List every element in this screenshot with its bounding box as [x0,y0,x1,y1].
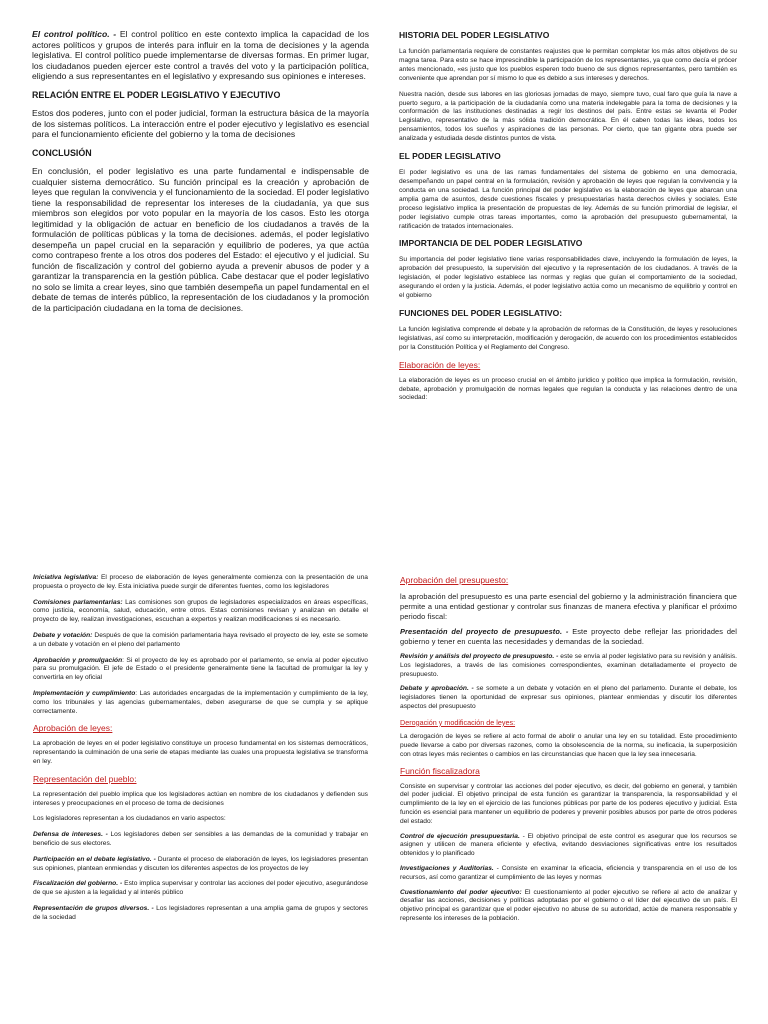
participation-text: Durante el proceso de elaboración de leyes, los legisladores presentan sus opiniones, plantean enmiendas y discuten los diferentes aspectos de los proyectos de ley [33,855,368,872]
derogation-paragraph: La derogación de leyes se refiere al acto formal de abolir o anular una ley en su totalidad. Este procedimiento puede llevarse a cabo por diversas razones, como la obsolescencia de la norma, su ineficacia, la superposición con otras leyes más recientes o cambios en las circunstancias que hacen que la ley sea innecesaria. [400,733,737,758]
relation-heading: RELACIÓN ENTRE EL PODER LEGISLATIVO Y EJECUTIVO [32,89,281,100]
conclusion-heading: CONCLUSIÓN [32,147,92,158]
committees-text: Las comisiones son grupos de legisladores especializados en áreas específicas, como justicia, economía, salud, educación, entre otros. Estas comisiones revisan y analizan en detalle el proyecto de ley, realizan investigaciones, escuchan a expertos y realizan modificaciones si es necesario. [33,598,368,624]
political-control-paragraph [32,29,369,82]
law-approval-heading: Aprobación de leyes: [33,723,113,734]
conclusion-paragraph: En conclusión, el poder legislativo es una parte fundamental e indispensable de cualquier sistema democrático. Su función principal es la creación y aprobación de leyes que regulan la convivencia y el funcionamiento de la sociedad. El poder legislativo tiene la responsabilidad de representar los intereses de la ciudadanía, ya que sus miembros son elegidos por voto popular en la mayoría de los casos. Esto les otorga legitimidad y la obligación de actuar en beneficio de los ciudadanos a través de la formulación de políticas públicas y la toma de decisiones. además, el poder legislativo desempeña un papel crucial en la separación y equilibrio de poderes, ya que actúa como contrapeso frente a los otros dos poderes del Estado: el ejecutivo y el judicial. Su función de fiscalización y control del gobierno ayuda a prevenir abusos de poder y a garantizar la transparencia en la gestión pública. Cabe destacar que el poder legislativo no solo se limita a crear leyes, sino que también desempeña un papel fundamental en el debate de temas de interés público, la representación de los ciudadanos y la promoción de la participación ciudadana en la toma de decisiones. [32,166,369,313]
representation-aspects-intro: Los legisladores representan a los ciudadanos en vario aspectos: [33,815,226,823]
political-control-lead: El control político. - [32,29,117,39]
approval-promulgation-paragraph [33,657,368,683]
budget-control-paragraph [400,833,737,859]
relation-paragraph: Estos dos poderes, junto con el poder judicial, forman la estructura básica de la mayoría de los sistemas políticos. La interacción entre el poder ejecutivo y legislativo es esencial para el funcionamiento eficiente del gobierno y la toma de decisiones [32,108,369,139]
legislative-power-heading: EL PODER LEGISLATIVO [399,151,501,162]
budget-presentation-lead: Presentación del proyecto de presupuesto. - [400,627,569,637]
bottom-left-column [33,574,368,930]
representation-paragraph: La representación del pueblo implica que los legisladores actúan en nombre de los ciudadanos y defienden sus intereses y preocupaciones en el proceso de toma de decisiones [33,790,368,807]
oversight-function-heading: Función fiscalizadora [400,765,480,776]
budget-debate-paragraph [400,685,737,711]
implementation-lead: Implementación y cumplimiento [33,689,136,697]
oversight-lead: Fiscalización del gobierno. - [33,880,123,888]
budget-approval-paragraph: la aprobación del presupuesto es una parte esencial del gobierno y la administración financiera que permite a una entidad gestionar y controlar sus finanzas de manera efectiva y planificar el próximo periodo fiscal: [400,592,737,621]
history-paragraph-2: Nuestra nación, desde sus labores en las gloriosas jornadas de mayo, siempre tuvo, cual faro que guía la nave a puerto seguro, a la participación de la ciudadanía como una materia indelegable para la toma de decisiones y la conformación de las instituciones destinadas a regir los destinos del país. Entre estas se levanta el Poder Legislativo, representativo de la más sólida tradición democrática. En él caben todas las ideas, todos los pensamientos, todos los sueños y aspiraciones de las personas. Por cierto, que tan gigante obra puede ser analizada y estudiada desde distintos puntos de vista. [399,90,737,143]
oversight-paragraph [33,880,368,898]
representation-heading: Representación del pueblo: [33,773,137,784]
questioning-text: El cuestionamiento al poder ejecutivo se refiere al acto de analizar y desafiar las acciones, decisiones y políticas adoptadas por el gobierno o el líder del ejecutivo de un país. El objetivo principal es garantizar que el poder ejecutivo no abuse de su autoridad, actúe de manera responsable y represente los intereses de la población. [400,888,737,923]
initiative-lead: Iniciativa legislativa: [33,574,99,581]
defense-text: Los legisladores deben ser sensibles a las demandas de la comunidad y trabajar en beneficio de sus electores. [33,831,368,847]
functions-paragraph: La función legislativa comprende el debate y la aprobación de reformas de la Constitución, de leyes y resoluciones legislativas, así como su interpretación, modificación y derogación, de acuerdo con los procedimientos establecidos por la Constitución Política y el Reglamento del Congreso. [399,325,737,351]
political-control-text: El control político en este contexto implica la capacidad de los actores políticos y grupos de interés para influir en la toma de decisiones y la agenda legislativa. El control político puede implementarse de diversas formas. En primer lugar, los ciudadanos pueden ejercer este control a través del voto y la participación política, eligiendo a sus representantes en el legislativo y expresando sus opiniones e intereses. [32,29,369,81]
diverse-groups-text: Los legisladores representan a una amplia gama de grupos y sectores de la sociedad [33,904,368,921]
history-paragraph-1: La función parlamentaria requiere de constantes reajustes que le permitan completar los más altos objetivos de su magna tarea. Para esto se hace imprescindible la participación de los representantes, ya que como decía el prócer antes mencionado, «es justo que los pueblos esperen todo bueno de sus dignos representantes, pero también es conveniente que aprendan por sí mismo lo que es debido a sus intereses y derechos. [399,48,737,82]
investigations-text: - Consiste en examinar la eficacia, eficiencia y transparencia en el uso de los recursos, así como garantizar el cumplimiento de las leyes y normas [400,865,737,881]
committees-lead: Comisiones parlamentarias: [33,598,123,606]
importance-heading: IMPORTANCIA DE DEL PODER LEGISLATIVO [399,238,583,249]
budget-presentation-text: Este proyecto debe reflejar las prioridades del gobierno y tener en cuenta las necesidades y demandas de la sociedad. [400,627,737,647]
diverse-groups-lead: Representación de grupos diversos. - [33,904,154,912]
top-left-column [32,29,369,321]
bottom-right-column [400,575,737,930]
investigations-lead: Investigaciones y Auditorias. [400,865,494,873]
law-elaboration-paragraph: La elaboración de leyes es un proceso crucial en el ámbito jurídico y político que implica la formulación, revisión, debate, aprobación y promulgación de normas legales que regulan la conducta y las relaciones dentro de una sociedad: [399,376,737,402]
budget-control-text: - El objetivo principal de este control es asegurar que los recursos se asignen y utilicen de manera eficiente y efectiva, evitando desviaciones significativas entre los resultados obtenidos y lo planificado [400,832,737,858]
budget-review-paragraph [400,653,737,679]
derogation-heading: Derogación y modificación de leyes: [400,717,516,727]
budget-approval-heading: Aprobación del presupuesto: [400,575,509,585]
law-approval-paragraph: La aprobación de leyes en el poder legislativo constituye un proceso fundamental en los sistemas democráticos, representando la culminación de una serie de etapas mediante las cuales una propuesta legislativa se transforma en ley. [33,740,368,765]
budget-debate-lead: Debate y aprobación. - [400,685,474,693]
investigations-paragraph [400,865,737,883]
implementation-paragraph [33,690,368,716]
functions-heading: FUNCIONES DEL PODER LEGISLATIVO: [399,307,563,318]
debate-vote-lead: Debate y votación: [33,631,93,639]
budget-control-lead: Control de ejecución presupuestaria. [400,832,520,840]
oversight-text: Esto implica supervisar y controlar las acciones del poder ejecutivo, asegurándose de que se ajusten a la legalidad y al interés público [33,880,368,897]
implementation-text: : Las autoridades encargadas de la implementación y cumplimiento de la ley, como los tribunales y las agencias gubernamentales, deben asegurarse de que se cumpla y se aplique correctamente. [33,689,368,715]
approval-promulgation-text: : Si el proyecto de ley es aprobado por el parlamento, se envía al poder ejecutivo para su promulgación. El jefe de Estado o el presidente generalmente tiene la facultad de promulgar la ley y convertirla en ley oficial [33,656,368,682]
budget-review-lead: Revisión y análisis del proyecto de presupuesto. - [400,652,559,660]
questioning-lead: Cuestionamiento del poder ejecutivo: [400,888,522,896]
initiative-paragraph [33,574,368,592]
defense-lead: Defensa de intereses. - [33,831,108,839]
questioning-paragraph [400,889,737,924]
budget-presentation-paragraph [400,627,737,647]
history-heading: HISTORIA DEL PODER LEGISLATIVO [399,30,550,40]
defense-paragraph [33,831,368,849]
committees-paragraph [33,599,368,625]
participation-paragraph [33,856,368,874]
legislative-power-paragraph: El poder legislativo es una de las ramas fundamentales del sistema de gobierno en una democracia, desempeñando un papel central en la formulación, revisión y aprobación de leyes que regulan la convivencia y la conducta en una sociedad. La función principal del poder legislativo es la elaboración de leyes que abarcan una amplia gama de asuntos, desde cuestiones fiscales y presupuestarias hasta derechos civiles y sociales. Este proceso legislativo implica la presentación de propuestas de ley. Además de su función primordial de legislar, el poder legislativo cumple otras tareas importantes, como la aprobación del presupuesto gubernamental, la ratificación de tratados internacionales. [399,169,737,230]
initiative-text: El proceso de elaboración de leyes generalmente comienza con la presentación de una propuesta o proyecto de ley. Esta iniciativa puede surgir de diferentes fuentes, como los legisladores [33,574,368,590]
participation-lead: Participación en el debate legislativo. - [33,855,156,863]
oversight-function-paragraph: Consiste en supervisar y controlar las acciones del poder ejecutivo, es decir, del gobierno en general, y también del poder judicial. El objetivo principal de esta función es garantizar la transparencia, la responsabilidad y el cumplimiento de la ley en el ejercicio de las funciones públicas por parte de los poderes ejecutivo y judicial. Esta función es esencial para mantener un equilibrio de poderes y prevenir posibles abusos por parte de otros poderes del estado: [400,782,737,825]
debate-vote-paragraph [33,632,368,650]
budget-review-text: este se envía al poder legislativo para su revisión y análisis. Los legisladores, a través de las comisiones correspondientes, examinan detalladamente el proyecto de presupuesto. [400,652,737,678]
top-right-column [399,30,737,410]
budget-debate-text: se somete a un debate y votación en el pleno del parlamento. Durante el debate, los legisladores tienen la oportunidad de expresar sus opiniones, plantear enmiendas y discutir los diferentes aspectos del presupuesto [400,685,737,710]
law-elaboration-heading: Elaboración de leyes: [399,359,481,370]
importance-paragraph: Su importancia del poder legislativo tiene varias responsabilidades clave, incluyendo la formulación de leyes, la aprobación del presupuesto, la supervisión del ejecutivo y la representación de los ciudadanos. A través de la legislación, el poder legislativo establece las normas y reglas que guían el comportamiento de la sociedad, asegurando el orden y la justicia. Además, el poder legislativo actúa como un mecanismo de equilibrio y control en el gobierno [399,256,737,300]
debate-vote-text: Después de que la comisión parlamentaria haya revisado el proyecto de ley, este se somete a un debate y votación en el pleno del parlamento [33,631,368,648]
approval-promulgation-lead: Aprobación y promulgación [33,656,123,664]
diverse-groups-paragraph [33,905,368,923]
